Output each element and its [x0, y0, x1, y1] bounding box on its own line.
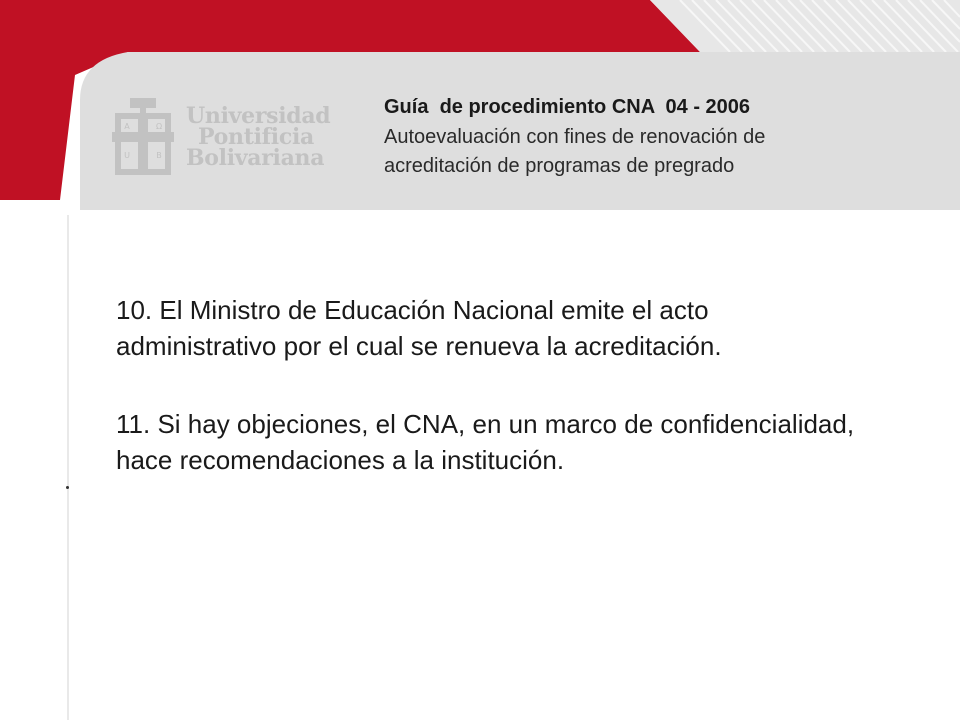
header-subtitle-line-2: acreditación de programas de pregrado	[384, 155, 735, 177]
paragraph-11: 11. Si hay objeciones, el CNA, en un marco de confidencialidad, hace recomendaciones a la institución.	[116, 409, 855, 475]
logo-line-3: Bolivariana	[186, 145, 325, 171]
slide-header	[384, 95, 944, 180]
svg-text:U: U	[124, 151, 130, 160]
svg-text:B: B	[156, 151, 162, 160]
paragraph-10: 10. El Ministro de Educación Nacional emite el acto administrativo por el cual se renueva la acreditación.	[116, 295, 722, 361]
bullet-dot	[66, 486, 69, 489]
university-shield-icon	[112, 96, 174, 176]
header-title: Guía de procedimiento CNA 04 - 2006	[384, 96, 751, 118]
svg-text:A: A	[124, 122, 130, 131]
slide-body	[116, 292, 856, 520]
svg-text:Ω: Ω	[155, 122, 163, 131]
header-subtitle	[384, 122, 944, 180]
university-logo	[110, 96, 330, 180]
logo-line-2: Pontificia	[198, 124, 314, 150]
header-subtitle-line-1: Autoevaluación con fines de renovación de	[384, 126, 766, 148]
logo-line-1: Universidad	[186, 103, 331, 129]
logo-wordmark	[186, 103, 331, 171]
